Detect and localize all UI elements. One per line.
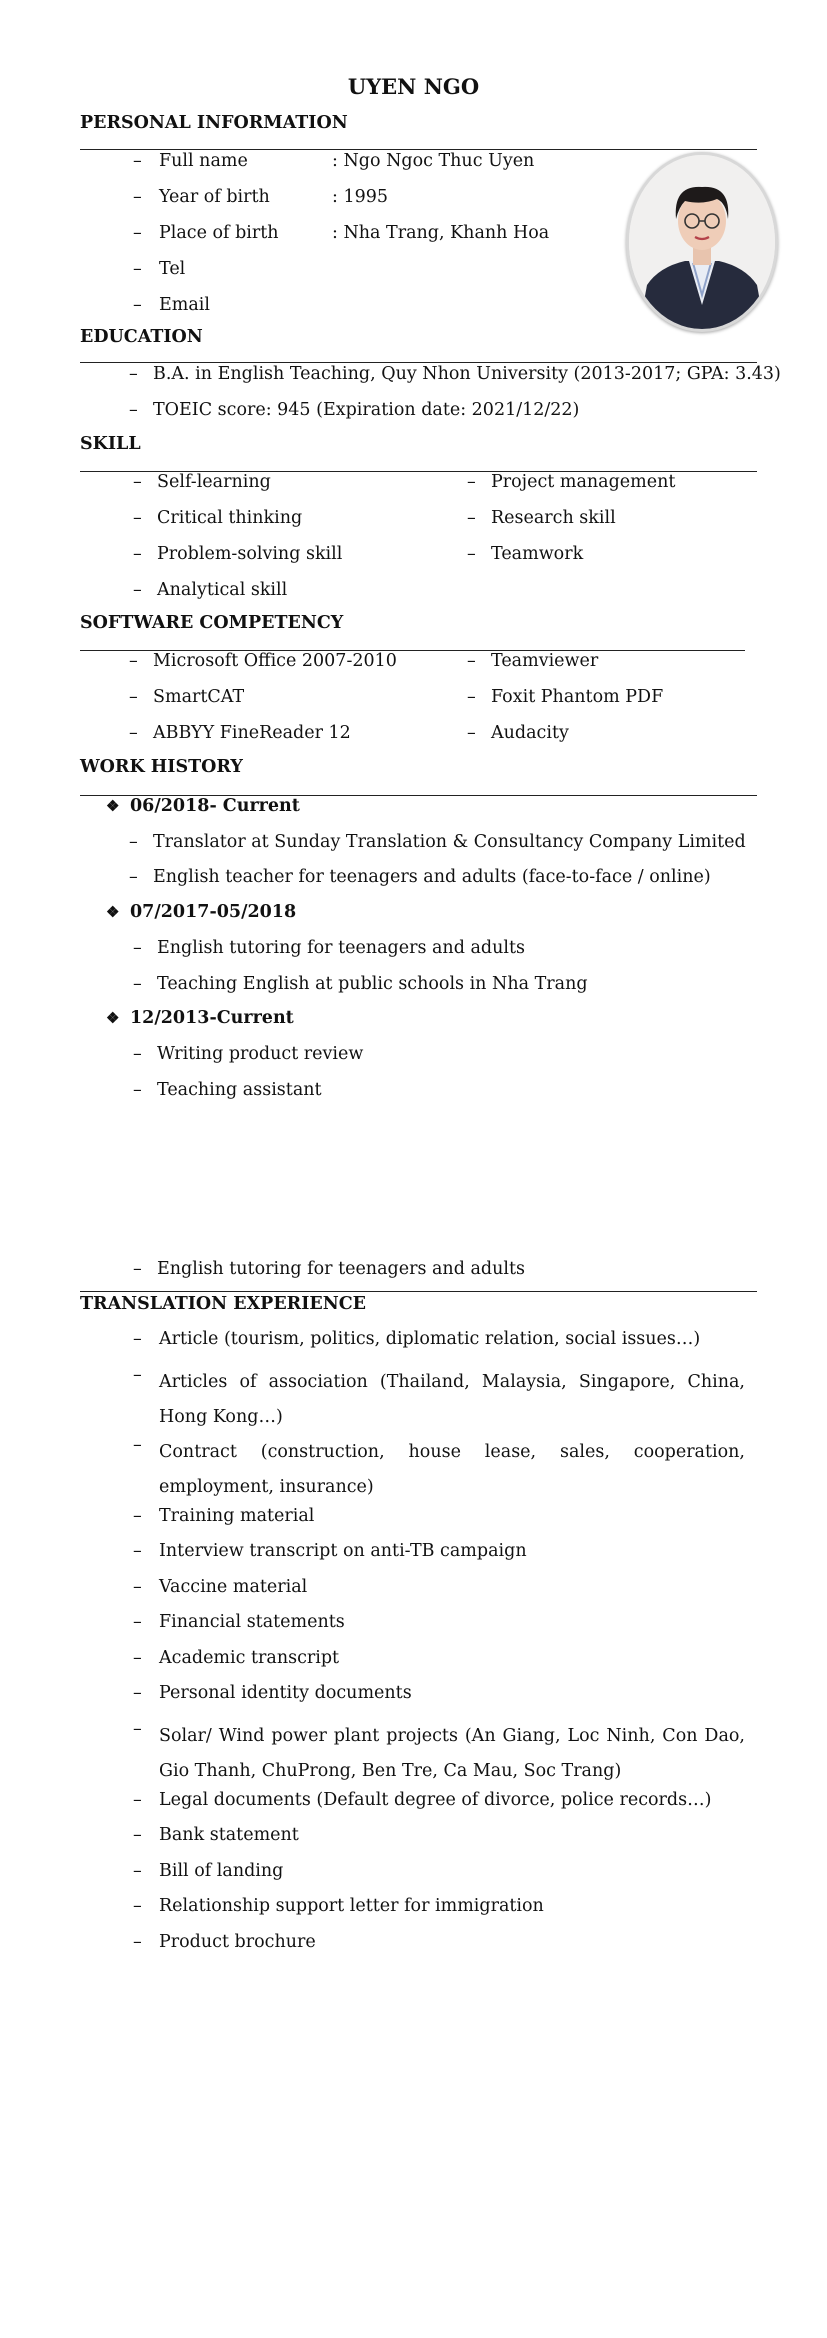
software-item xyxy=(467,723,569,743)
dash-icon: – xyxy=(129,723,138,743)
dash-icon: – xyxy=(133,1044,142,1064)
translation-item xyxy=(159,1719,745,1789)
skill-item xyxy=(133,508,302,528)
dash-icon: – xyxy=(133,1861,142,1881)
dash-icon: – xyxy=(129,364,138,384)
translation-item: Academic transcript xyxy=(159,1648,340,1668)
dash-icon: – xyxy=(467,472,476,492)
dash-icon: – xyxy=(467,651,476,671)
translation-item: Bank statement xyxy=(159,1825,299,1845)
resume-name: UYEN NGO xyxy=(347,74,480,99)
year-of-birth-label: Year of birth xyxy=(159,187,270,207)
section-personal-information: PERSONAL INFORMATION xyxy=(80,113,348,133)
dash-icon: – xyxy=(467,723,476,743)
dash-icon: – xyxy=(129,832,138,852)
software-text: Teamviewer xyxy=(491,651,599,671)
translation-item xyxy=(159,1435,745,1505)
full-name-value: : Ngo Ngoc Thuc Uyen xyxy=(332,151,535,171)
place-of-birth-label: Place of birth xyxy=(159,223,279,243)
translation-line: Solar/ Wind power plant projects (An Giang, Loc Ninh, Con Dao, xyxy=(159,1726,745,1746)
section-education: EDUCATION xyxy=(80,327,203,347)
year-of-birth-value: : 1995 xyxy=(332,187,388,207)
work-period xyxy=(106,796,300,816)
diamond-bullet-icon: ❖ xyxy=(106,797,120,815)
work-item-text: Writing product review xyxy=(157,1044,364,1064)
software-item xyxy=(467,651,598,671)
translation-line: Hong Kong…) xyxy=(159,1407,283,1427)
work-item xyxy=(133,974,588,994)
skill-text: Critical thinking xyxy=(157,508,303,528)
translation-line: Contract (construction, house lease, sales, cooperation, xyxy=(159,1442,745,1462)
translation-item: Interview transcript on anti-TB campaign xyxy=(159,1541,527,1561)
work-item-text: Teaching English at public schools in Nha Trang xyxy=(157,974,588,994)
work-item xyxy=(129,867,711,887)
translation-item xyxy=(159,1365,745,1435)
section-divider xyxy=(80,149,757,150)
work-period xyxy=(106,902,296,922)
dash-icon: – xyxy=(133,187,142,207)
work-item-text: Teaching assistant xyxy=(157,1080,322,1100)
dash-icon: – xyxy=(133,1932,142,1952)
tel-label: Tel xyxy=(159,259,186,279)
section-divider xyxy=(80,1291,757,1292)
section-skill: SKILL xyxy=(80,434,141,454)
dash-icon: – xyxy=(133,1506,142,1526)
work-period-text: 06/2018- Current xyxy=(130,796,300,816)
dash-icon: – xyxy=(133,974,142,994)
dash-icon: – xyxy=(467,508,476,528)
translation-item: Financial statements xyxy=(159,1612,345,1632)
dash-icon: – xyxy=(133,259,142,279)
translation-line: Gio Thanh, ChuProng, Ben Tre, Ca Mau, Soc Trang) xyxy=(159,1761,622,1781)
work-item xyxy=(133,1259,525,1279)
dash-icon: – xyxy=(133,1259,142,1279)
person-portrait-icon xyxy=(629,155,775,329)
dash-icon: – xyxy=(467,544,476,564)
education-text: B.A. in English Teaching, Quy Nhon University (2013-2017; GPA: 3.43) xyxy=(153,364,781,384)
education-text: TOEIC score: 945 (Expiration date: 2021/12/22) xyxy=(153,400,580,420)
software-text: ABBYY FineReader 12 xyxy=(153,723,351,743)
work-item xyxy=(133,1044,363,1064)
dash-icon: – xyxy=(133,1648,142,1668)
work-period xyxy=(106,1008,294,1028)
work-item-text: English tutoring for teenagers and adults xyxy=(157,1259,525,1279)
skill-item xyxy=(133,544,342,564)
full-name-label: Full name xyxy=(159,151,248,171)
diamond-bullet-icon: ❖ xyxy=(106,1009,120,1027)
translation-item: Training material xyxy=(159,1506,315,1526)
skill-text: Research skill xyxy=(491,508,616,528)
software-item xyxy=(129,687,244,707)
section-work-history: WORK HISTORY xyxy=(80,757,243,777)
software-item xyxy=(129,723,351,743)
email-label: Email xyxy=(159,295,210,315)
dash-icon: – xyxy=(467,687,476,707)
translation-item: Bill of landing xyxy=(159,1861,284,1881)
skill-text: Project management xyxy=(491,472,676,492)
dash-icon: – xyxy=(133,1435,142,1455)
dash-icon: – xyxy=(133,508,142,528)
section-translation-experience: TRANSLATION EXPERIENCE xyxy=(80,1294,366,1314)
work-period-text: 07/2017-05/2018 xyxy=(130,902,297,922)
skill-text: Self-learning xyxy=(157,472,271,492)
software-item xyxy=(467,687,663,707)
dash-icon: – xyxy=(133,580,142,600)
dash-icon: – xyxy=(133,1825,142,1845)
dash-icon: – xyxy=(133,1329,142,1349)
skill-item xyxy=(467,472,675,492)
skill-item xyxy=(133,472,271,492)
dash-icon: – xyxy=(133,295,142,315)
software-text: Microsoft Office 2007-2010 xyxy=(153,651,397,671)
dash-icon: – xyxy=(133,151,142,171)
work-item xyxy=(129,832,746,852)
software-text: Foxit Phantom PDF xyxy=(491,687,664,707)
skill-text: Problem-solving skill xyxy=(157,544,343,564)
dash-icon: – xyxy=(133,1719,142,1739)
software-text: SmartCAT xyxy=(153,687,245,707)
profile-photo xyxy=(626,152,778,332)
dash-icon: – xyxy=(133,1541,142,1561)
dash-icon: – xyxy=(133,1365,142,1385)
software-text: Audacity xyxy=(491,723,569,743)
translation-line: Articles of association (Thailand, Malaysia, Singapore, China, xyxy=(159,1372,745,1392)
dash-icon: – xyxy=(133,1683,142,1703)
translation-item: Product brochure xyxy=(159,1932,316,1952)
dash-icon: – xyxy=(129,687,138,707)
dash-icon: – xyxy=(133,1612,142,1632)
dash-icon: – xyxy=(133,1577,142,1597)
dash-icon: – xyxy=(133,223,142,243)
education-item xyxy=(129,364,781,384)
translation-item: Personal identity documents xyxy=(159,1683,412,1703)
dash-icon: – xyxy=(129,651,138,671)
translation-item: Vaccine material xyxy=(159,1577,308,1597)
skill-text: Teamwork xyxy=(491,544,584,564)
skill-item xyxy=(133,580,287,600)
software-item xyxy=(129,651,397,671)
section-divider xyxy=(80,362,757,363)
work-item xyxy=(133,938,525,958)
diamond-bullet-icon: ❖ xyxy=(106,903,120,921)
dash-icon: – xyxy=(129,400,138,420)
work-item-text: English teacher for teenagers and adults (face-to-face / online) xyxy=(153,867,711,887)
dash-icon: – xyxy=(133,938,142,958)
translation-line: employment, insurance) xyxy=(159,1477,374,1497)
translation-item: Legal documents (Default degree of divorce, police records…) xyxy=(159,1790,712,1810)
place-of-birth-value: : Nha Trang, Khanh Hoa xyxy=(332,223,550,243)
dash-icon: – xyxy=(133,544,142,564)
dash-icon: – xyxy=(133,1080,142,1100)
skill-text: Analytical skill xyxy=(157,580,288,600)
work-item-text: English tutoring for teenagers and adults xyxy=(157,938,525,958)
skill-item xyxy=(467,508,616,528)
education-item xyxy=(129,400,579,420)
section-software-competency: SOFTWARE COMPETENCY xyxy=(80,613,344,633)
work-item xyxy=(133,1080,322,1100)
work-period-text: 12/2013-Current xyxy=(130,1008,294,1028)
work-item-text: Translator at Sunday Translation & Consultancy Company Limited xyxy=(153,832,746,852)
dash-icon: – xyxy=(133,1790,142,1810)
dash-icon: – xyxy=(133,472,142,492)
skill-item xyxy=(467,544,583,564)
dash-icon: – xyxy=(129,867,138,887)
dash-icon: – xyxy=(133,1896,142,1916)
translation-item: Article (tourism, politics, diplomatic relation, social issues…) xyxy=(159,1329,701,1349)
translation-item: Relationship support letter for immigration xyxy=(159,1896,544,1916)
